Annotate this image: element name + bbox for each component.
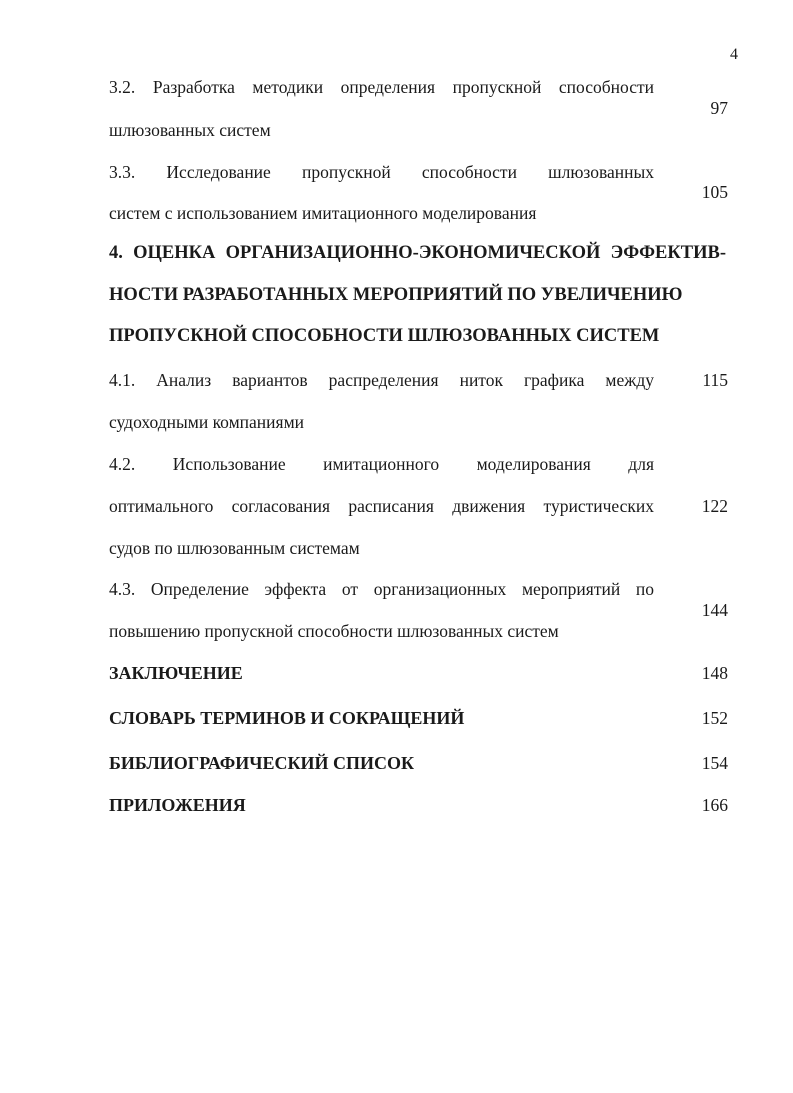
toc-entry-4-2-line-1: 4.2. Использование имитационного моделирования для <box>109 454 654 474</box>
toc-entry-4-1-line-1: 4.1. Анализ вариантов распределения ниток графика между <box>109 370 654 390</box>
toc-bibliography: БИБЛИОГРАФИЧЕСКИЙ СПИСОК <box>109 753 415 773</box>
toc-entry-4-3-line-1: 4.3. Определение эффекта от организационных мероприятий по <box>109 579 654 599</box>
toc-entry-4-2-page: 122 <box>701 496 728 516</box>
toc-conclusion: ЗАКЛЮЧЕНИЕ <box>109 663 243 683</box>
toc-entry-3-3-line-1: 3.3. Исследование пропускной способности шлюзованных <box>109 162 654 182</box>
toc-glossary: СЛОВАРЬ ТЕРМИНОВ И СОКРАЩЕНИЙ <box>109 708 465 728</box>
toc-glossary-page: 152 <box>701 708 728 728</box>
chapter-4-heading-line-3: ПРОПУСКНОЙ СПОСОБНОСТИ ШЛЮЗОВАННЫХ СИСТЕМ <box>109 326 660 346</box>
toc-entry-3-3-line-2: систем с использованием имитационного моделирования <box>109 203 537 223</box>
chapter-4-heading-line-1: 4. ОЦЕНКА ОРГАНИЗАЦИОННО-ЭКОНОМИЧЕСКОЙ ЭФФЕКТИВ- <box>109 243 726 263</box>
toc-bibliography-page: 154 <box>701 753 728 773</box>
page-number: 4 <box>730 46 738 63</box>
toc-entry-4-2-line-3: судов по шлюзованным системам <box>109 538 360 558</box>
toc-entry-4-3-line-2: повышению пропускной способности шлюзованных систем <box>109 621 559 641</box>
chapter-4-heading-line-2: НОСТИ РАЗРАБОТАННЫХ МЕРОПРИЯТИЙ ПО УВЕЛИЧЕНИЮ <box>109 285 683 305</box>
toc-entry-4-2-line-2: оптимального согласования расписания движения туристических <box>109 496 654 516</box>
toc-entry-3-2-page: 97 <box>710 98 728 118</box>
toc-entry-3-2-line-2: шлюзованных систем <box>109 120 271 140</box>
toc-entry-3-2-line-1: 3.2. Разработка методики определения пропускной способности <box>109 77 654 97</box>
toc-entry-3-3-page: 105 <box>701 182 728 202</box>
toc-appendices: ПРИЛОЖЕНИЯ <box>109 795 246 815</box>
toc-appendices-page: 166 <box>701 795 728 815</box>
toc-entry-4-3-page: 144 <box>701 600 728 620</box>
toc-conclusion-page: 148 <box>701 663 728 683</box>
toc-entry-4-1-line-2: судоходными компаниями <box>109 412 305 432</box>
toc-entry-4-1-page: 115 <box>702 370 728 390</box>
